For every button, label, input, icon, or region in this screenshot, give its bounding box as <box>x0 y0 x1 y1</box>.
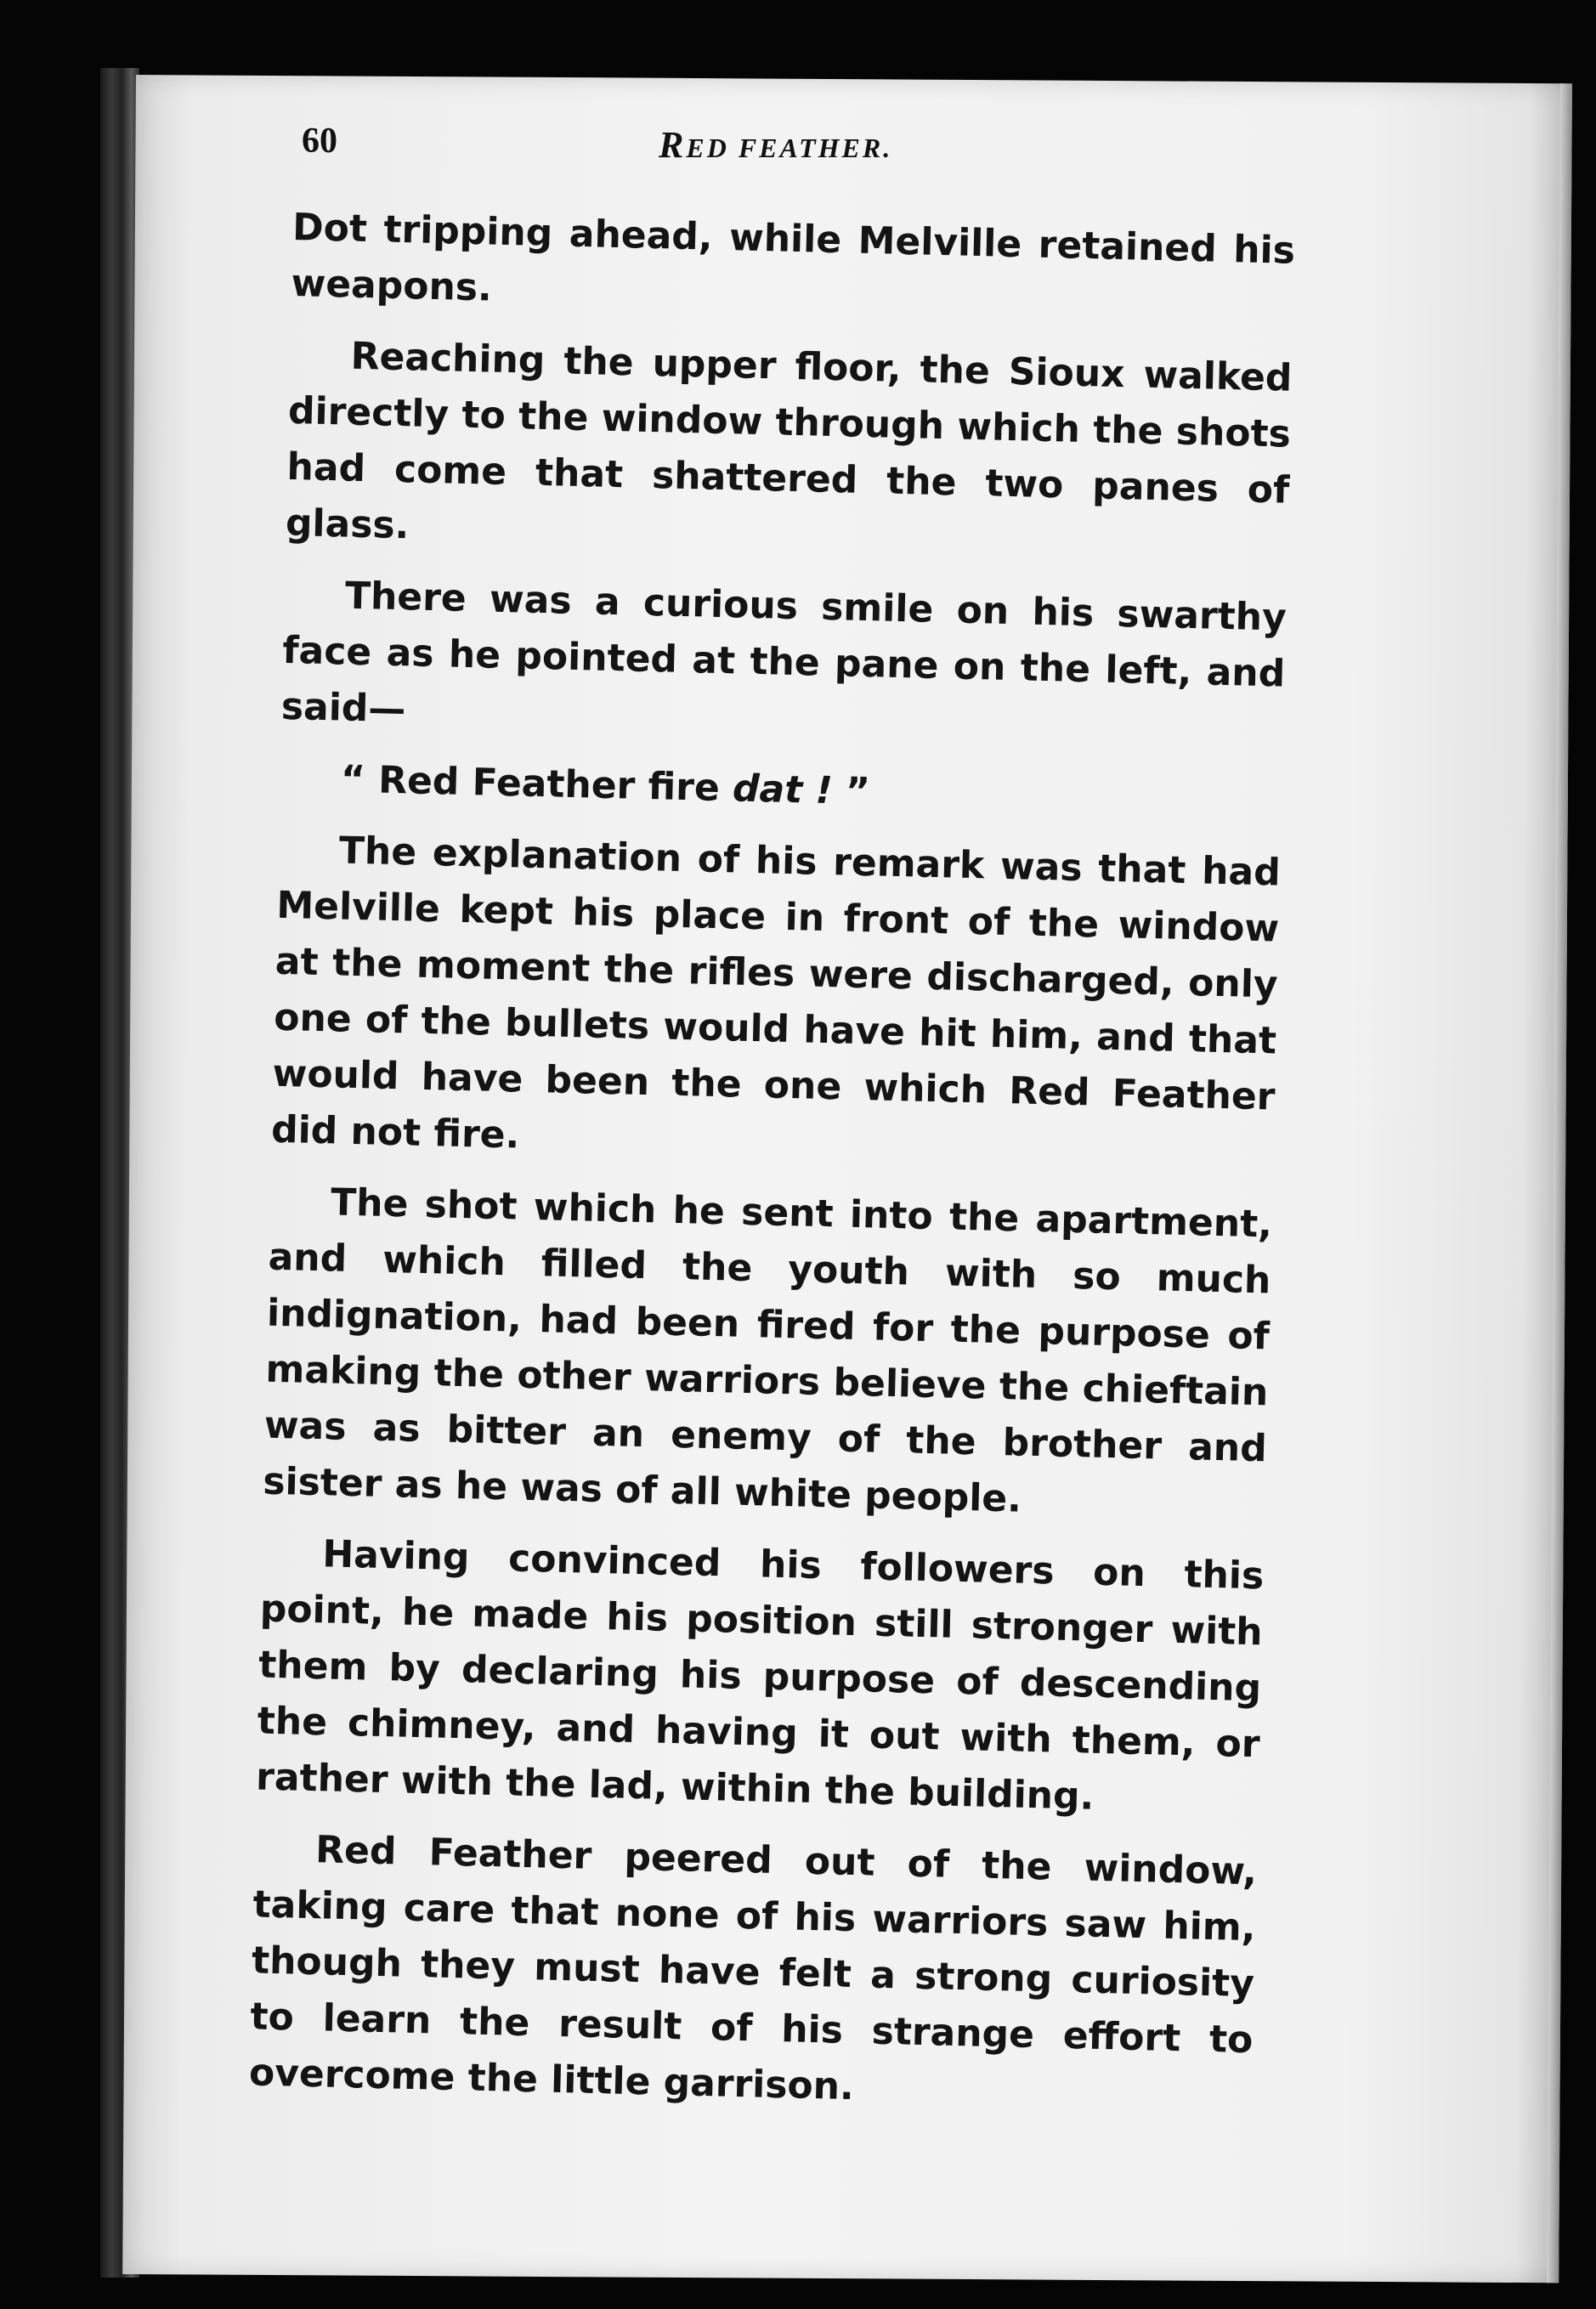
paragraph: The explanation of his remark was that had Melville kept his place in front of the window at the moment the rifles were discharged, only one of the bullets would have hit him, and that would have been the one which Red Feather did not fire. <box>270 829 1282 1157</box>
paragraph: Red Feather peered out of the window, taking care that none of his warriors saw him, though they must have felt a strong curiosity to learn the result of his strange effort to overcome the little garrison. <box>248 1828 1258 2109</box>
body-text <box>248 200 1296 2140</box>
quote-emphasis: dat ! <box>732 767 834 813</box>
paragraph: Reaching the upper floor, the Sioux walked directly to the window through which the shots had come that shattered the two panes of glass. <box>285 334 1293 548</box>
page-edge-shadow <box>1547 83 1572 2283</box>
page-number: 60 <box>302 122 337 161</box>
running-head <box>659 123 892 167</box>
paragraph: Having convinced his followers on this point, he made his position still stronger with them by declaring his purpose of descending the chimney, and having it out with them, or rather with the lad, within the building. <box>255 1532 1265 1819</box>
paragraph: The shot which he sent into the apartment, and which filled the youth with so much indignation, had been fired for the purpose of making the other warriors believe the chieftain was as bitter an enemy of the brother and sister as he was of all white people. <box>262 1180 1273 1521</box>
quote-close: ” <box>832 769 871 814</box>
quote-open: “ Red Feather fire <box>340 757 733 811</box>
running-head-initial: R <box>659 124 687 166</box>
running-head-rest: ED FEATHER. <box>686 133 893 163</box>
paragraph-continued: Dot tripping ahead, while Melville retained his weapons. <box>291 205 1296 310</box>
paragraph: There was a curious smile on his swarthy face as he pointed at the pane on the left, and said— <box>280 574 1288 732</box>
dialogue-quote <box>279 750 1282 830</box>
